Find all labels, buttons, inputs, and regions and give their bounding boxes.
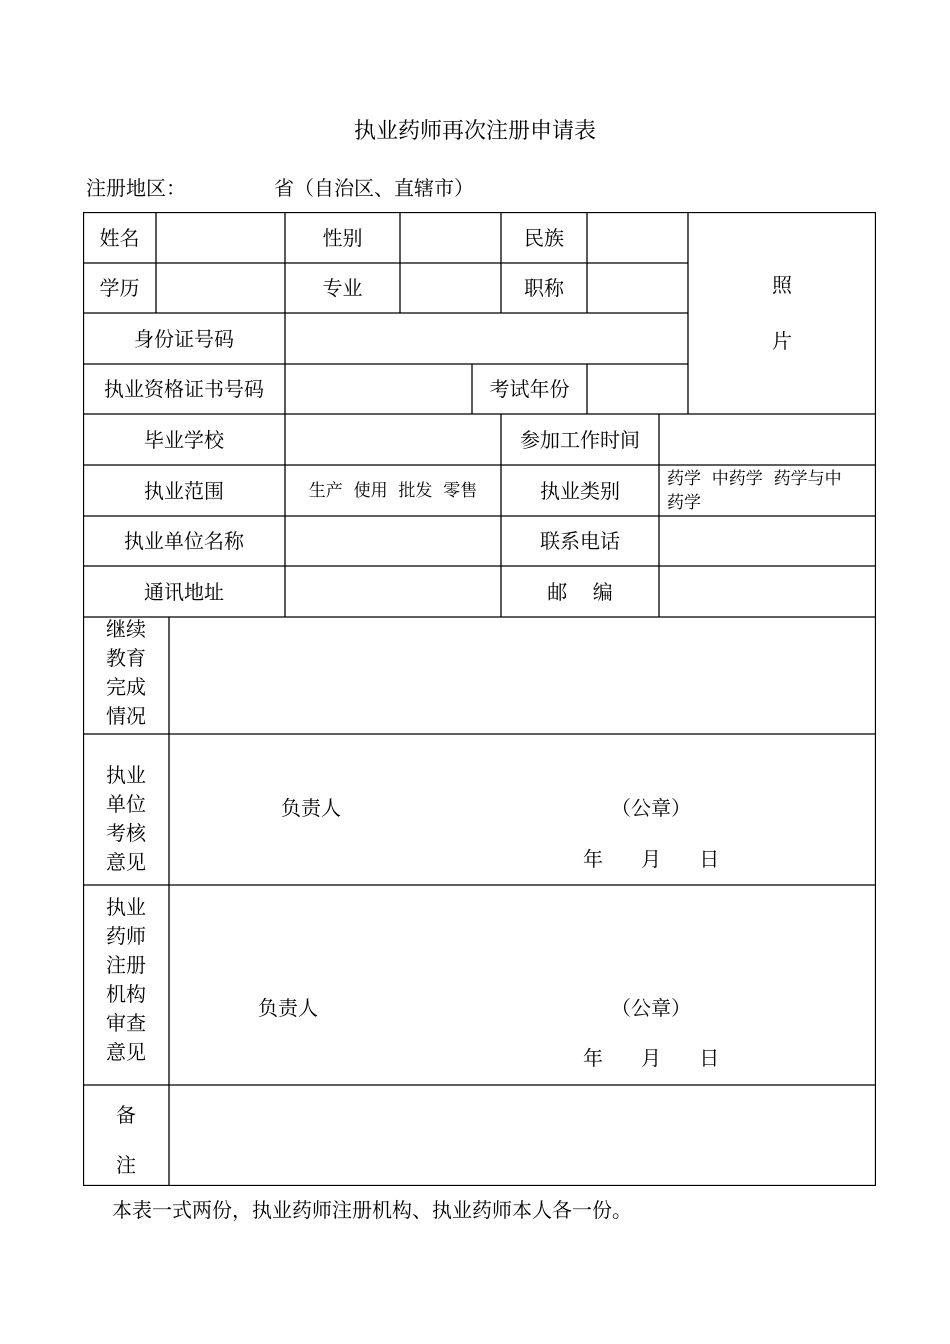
photo-box: [688, 212, 876, 414]
name-label: 姓名: [99, 225, 140, 250]
practice-category-options-line1: 药学 中药学 药学与中: [667, 468, 842, 489]
ar-line1: 执业: [106, 895, 146, 919]
continuing-education-label: [83, 615, 169, 731]
practice-scope-options[interactable]: 生产 使用 批发 零售: [308, 480, 478, 501]
cert-number-label: 执业资格证书号码: [104, 377, 264, 401]
ce-line4: 情况: [106, 704, 146, 728]
major-label: 专业: [322, 276, 363, 300]
school-label: 毕业学校: [144, 427, 224, 452]
practice-category-label: 执业类别: [540, 478, 620, 503]
application-form-table: [83, 212, 876, 1186]
agency-seal-label: （公章）: [611, 996, 691, 1020]
ar-line3: 注册: [106, 953, 146, 977]
region-suffix: 省（自治区、直辖市）: [274, 176, 474, 200]
exam-year-label: 考试年份: [489, 377, 570, 401]
er-line3: 考核: [106, 821, 146, 845]
ar-line6: 意见: [106, 1040, 146, 1064]
remarks-line1: 备: [116, 1103, 136, 1127]
address-field[interactable]: [285, 566, 501, 617]
ethnicity-field[interactable]: [587, 212, 688, 263]
job-title-label: 职称: [524, 276, 564, 300]
employer-seal-label: （公章）: [611, 796, 691, 820]
remarks-line2: 注: [116, 1153, 136, 1177]
exam-year-field[interactable]: [587, 364, 688, 414]
major-field[interactable]: [400, 263, 501, 313]
ce-line1: 继续: [106, 617, 146, 641]
footnote: 本表一式两份，执业药师注册机构、执业药师本人各一份。: [112, 1198, 632, 1222]
employer-responsible-label: 负责人: [281, 796, 341, 820]
cert-number-field[interactable]: [285, 364, 472, 414]
er-line2: 单位: [106, 792, 146, 816]
gender-field[interactable]: [400, 212, 501, 263]
er-line1: 执业: [106, 763, 146, 787]
employer-label: 执业单位名称: [124, 529, 244, 553]
agency-date-label: 年 月 日: [583, 1046, 720, 1070]
ce-line2: 教育: [106, 646, 146, 670]
er-line4: 意见: [106, 850, 146, 874]
ar-line2: 药师: [106, 924, 146, 948]
ethnicity-label: 民族: [524, 225, 564, 250]
work-start-label: 参加工作时间: [520, 427, 640, 452]
address-label: 通讯地址: [144, 579, 224, 604]
photo-label-line1: 照: [772, 273, 792, 297]
ar-line4: 机构: [106, 982, 146, 1006]
form-title: 执业药师再次注册申请表: [353, 119, 596, 144]
agency-responsible-label: 负责人: [258, 996, 318, 1020]
gender-label: 性别: [322, 225, 363, 250]
education-label: 学历: [99, 276, 140, 300]
practice-category-options-line2: 药学: [667, 492, 701, 513]
education-field[interactable]: [156, 263, 285, 313]
remarks-label: [83, 1090, 169, 1190]
remarks-field[interactable]: [169, 1085, 876, 1186]
practice-category-options[interactable]: [667, 465, 876, 516]
ce-line3: 完成: [106, 675, 146, 699]
employer-review-label: [83, 761, 169, 877]
id-number-label: 身份证号码: [134, 326, 234, 351]
work-start-field[interactable]: [659, 414, 876, 465]
photo-label-line2: 片: [772, 329, 792, 353]
postcode-label: 邮 编: [547, 579, 613, 604]
phone-label: 联系电话: [540, 529, 620, 553]
postcode-field[interactable]: [659, 566, 876, 617]
ar-line5: 审查: [106, 1011, 146, 1035]
id-number-field[interactable]: [285, 313, 688, 364]
continuing-education-field[interactable]: [169, 617, 876, 734]
practice-scope-label: 执业范围: [144, 478, 224, 503]
name-field[interactable]: [156, 212, 285, 263]
agency-review-label: [83, 893, 169, 1067]
employer-date-label: 年 月 日: [583, 847, 720, 871]
job-title-field[interactable]: [587, 263, 688, 313]
school-field[interactable]: [285, 414, 501, 465]
employer-field[interactable]: [285, 516, 501, 566]
region-label: 注册地区：: [86, 176, 186, 200]
phone-field[interactable]: [659, 516, 876, 566]
